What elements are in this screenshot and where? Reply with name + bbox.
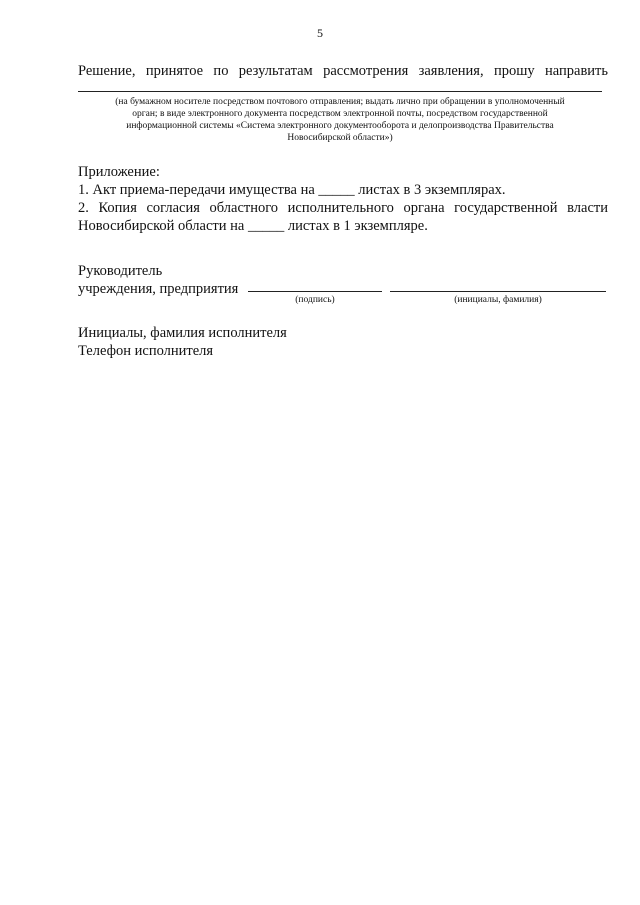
name-caption: (инициалы, фамилия) <box>454 295 542 305</box>
executor-name-label: Инициалы, фамилия исполнителя <box>78 325 287 341</box>
signature-title-line-1: Руководитель <box>78 263 163 279</box>
executor-phone-label: Телефон исполнителя <box>78 343 214 359</box>
delivery-note-line-3: информационной системы «Система электронного документооборота и делопроизводства Правительства <box>126 121 554 131</box>
attachment-item-2-line-1: 2. Копия согласия областного исполнительного органа государственной власти <box>78 200 608 216</box>
signature-line <box>248 291 382 292</box>
attachments-heading: Приложение: <box>78 164 160 180</box>
delivery-note-line-4: Новосибирской области») <box>287 133 393 143</box>
page-number: 5 <box>317 26 323 40</box>
delivery-note-line-2: орган; в виде электронного документа посредством электронной почты, посредством государственной <box>132 109 548 119</box>
signature-caption: (подпись) <box>295 295 335 305</box>
attachment-item-1: 1. Акт приема-передачи имущества на _____ листах в 3 экземплярах. <box>78 182 506 198</box>
delivery-note-line-1: (на бумажном носителе посредством почтового отправления; выдать лично при обращении в уполномоченный <box>115 97 565 107</box>
attachment-item-2-line-2: Новосибирской области на _____ листах в 1 экземпляре. <box>78 218 428 234</box>
decision-fill-line <box>78 91 602 92</box>
name-line <box>390 291 606 292</box>
decision-line: Решение, принятое по результатам рассмотрения заявления, прошу направить <box>78 63 608 79</box>
signature-title-line-2: учреждения, предприятия <box>78 281 239 297</box>
